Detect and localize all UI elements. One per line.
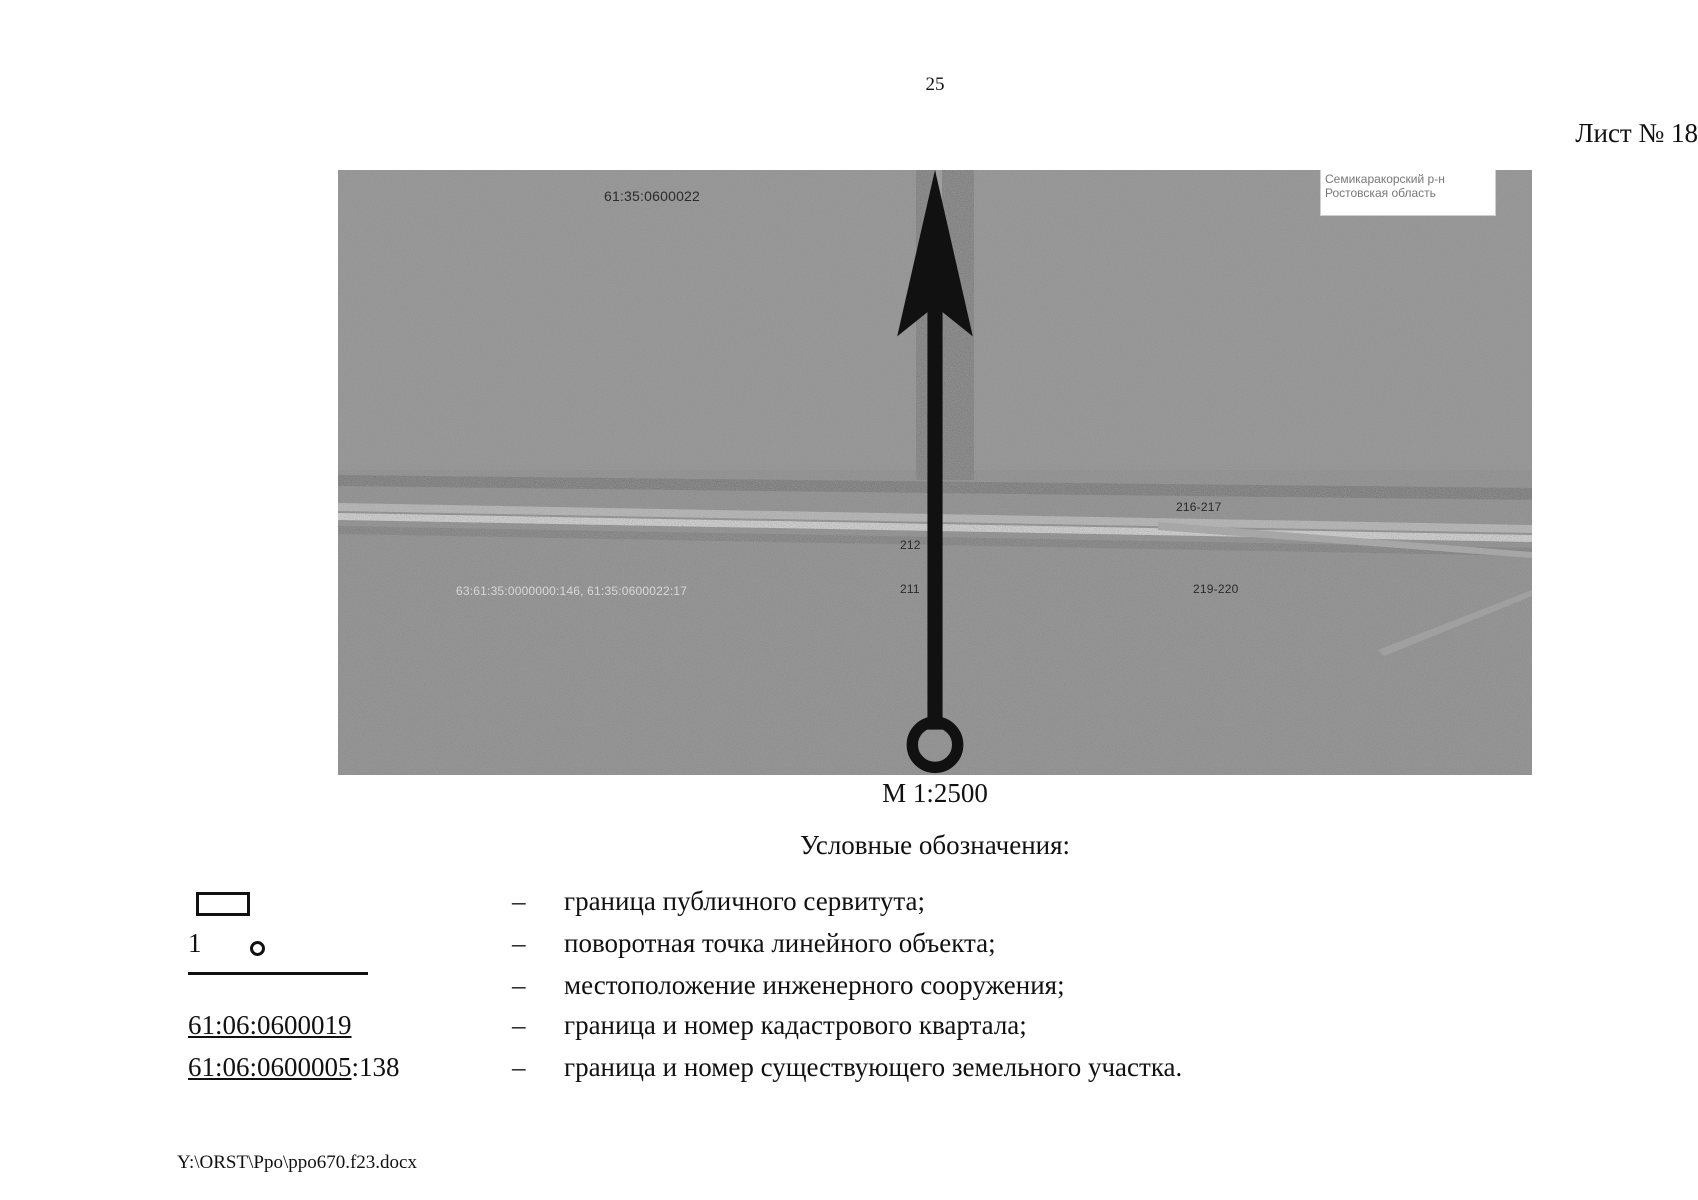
boundary-rect-icon: [188, 886, 250, 916]
parcel-number-label: 63:61:35:0000000:146, 61:35:0600022:17: [456, 584, 688, 598]
legend-item: [0, 886, 1698, 922]
region-line-oblast: Ростовская область: [1325, 186, 1436, 200]
structure-line-icon: [188, 940, 368, 975]
land-parcel-suffix: :138: [351, 1052, 400, 1082]
north-arrow-icon: [338, 170, 1532, 775]
legend-item: [0, 970, 1698, 1006]
legend-dash: –: [512, 1010, 526, 1040]
legend-dash: –: [512, 970, 526, 1000]
turning-point-label: 219-220: [1193, 582, 1239, 596]
land-parcel-quarter: 61:06:0600005: [188, 1052, 352, 1082]
sheet-label: Лист № 18: [1575, 118, 1698, 148]
legend-dash: –: [512, 1052, 526, 1082]
legend-dash: –: [512, 886, 526, 916]
map-scale: М 1:2500: [882, 778, 988, 808]
region-line-district: Семикаракорский р-н: [1325, 172, 1445, 186]
turning-point-label: 212: [900, 538, 921, 552]
land-parcel-symbol: [188, 1052, 400, 1083]
cadastral-quarter-label: 61:35:0600022: [604, 188, 701, 204]
turning-point-number: 1: [188, 928, 202, 958]
legend-item: [0, 1010, 1698, 1046]
footer-file-path: Y:\ORST\Ppo\ppo670.f23.docx: [177, 1152, 417, 1173]
cadastral-quarter-symbol: 61:06:0600019: [188, 1010, 352, 1040]
legend-description: местоположение инженерного сооружения;: [564, 970, 1065, 1000]
legend-description: граница и номер существующего земельного участка.: [564, 1052, 1183, 1082]
legend-description: граница и номер кадастрового квартала;: [564, 1010, 1027, 1040]
legend-title: Условные обозначения:: [799, 830, 1071, 860]
legend-dash: –: [512, 928, 526, 958]
map-image: [338, 170, 1532, 775]
turning-point-label: 211: [900, 582, 920, 596]
legend-description: граница публичного сервитута;: [564, 886, 925, 916]
legend-description: поворотная точка линейного объекта;: [564, 928, 996, 958]
turning-point-label: 216-217: [1176, 500, 1222, 514]
page-number: 25: [925, 74, 945, 95]
legend-item: [0, 1052, 1698, 1088]
